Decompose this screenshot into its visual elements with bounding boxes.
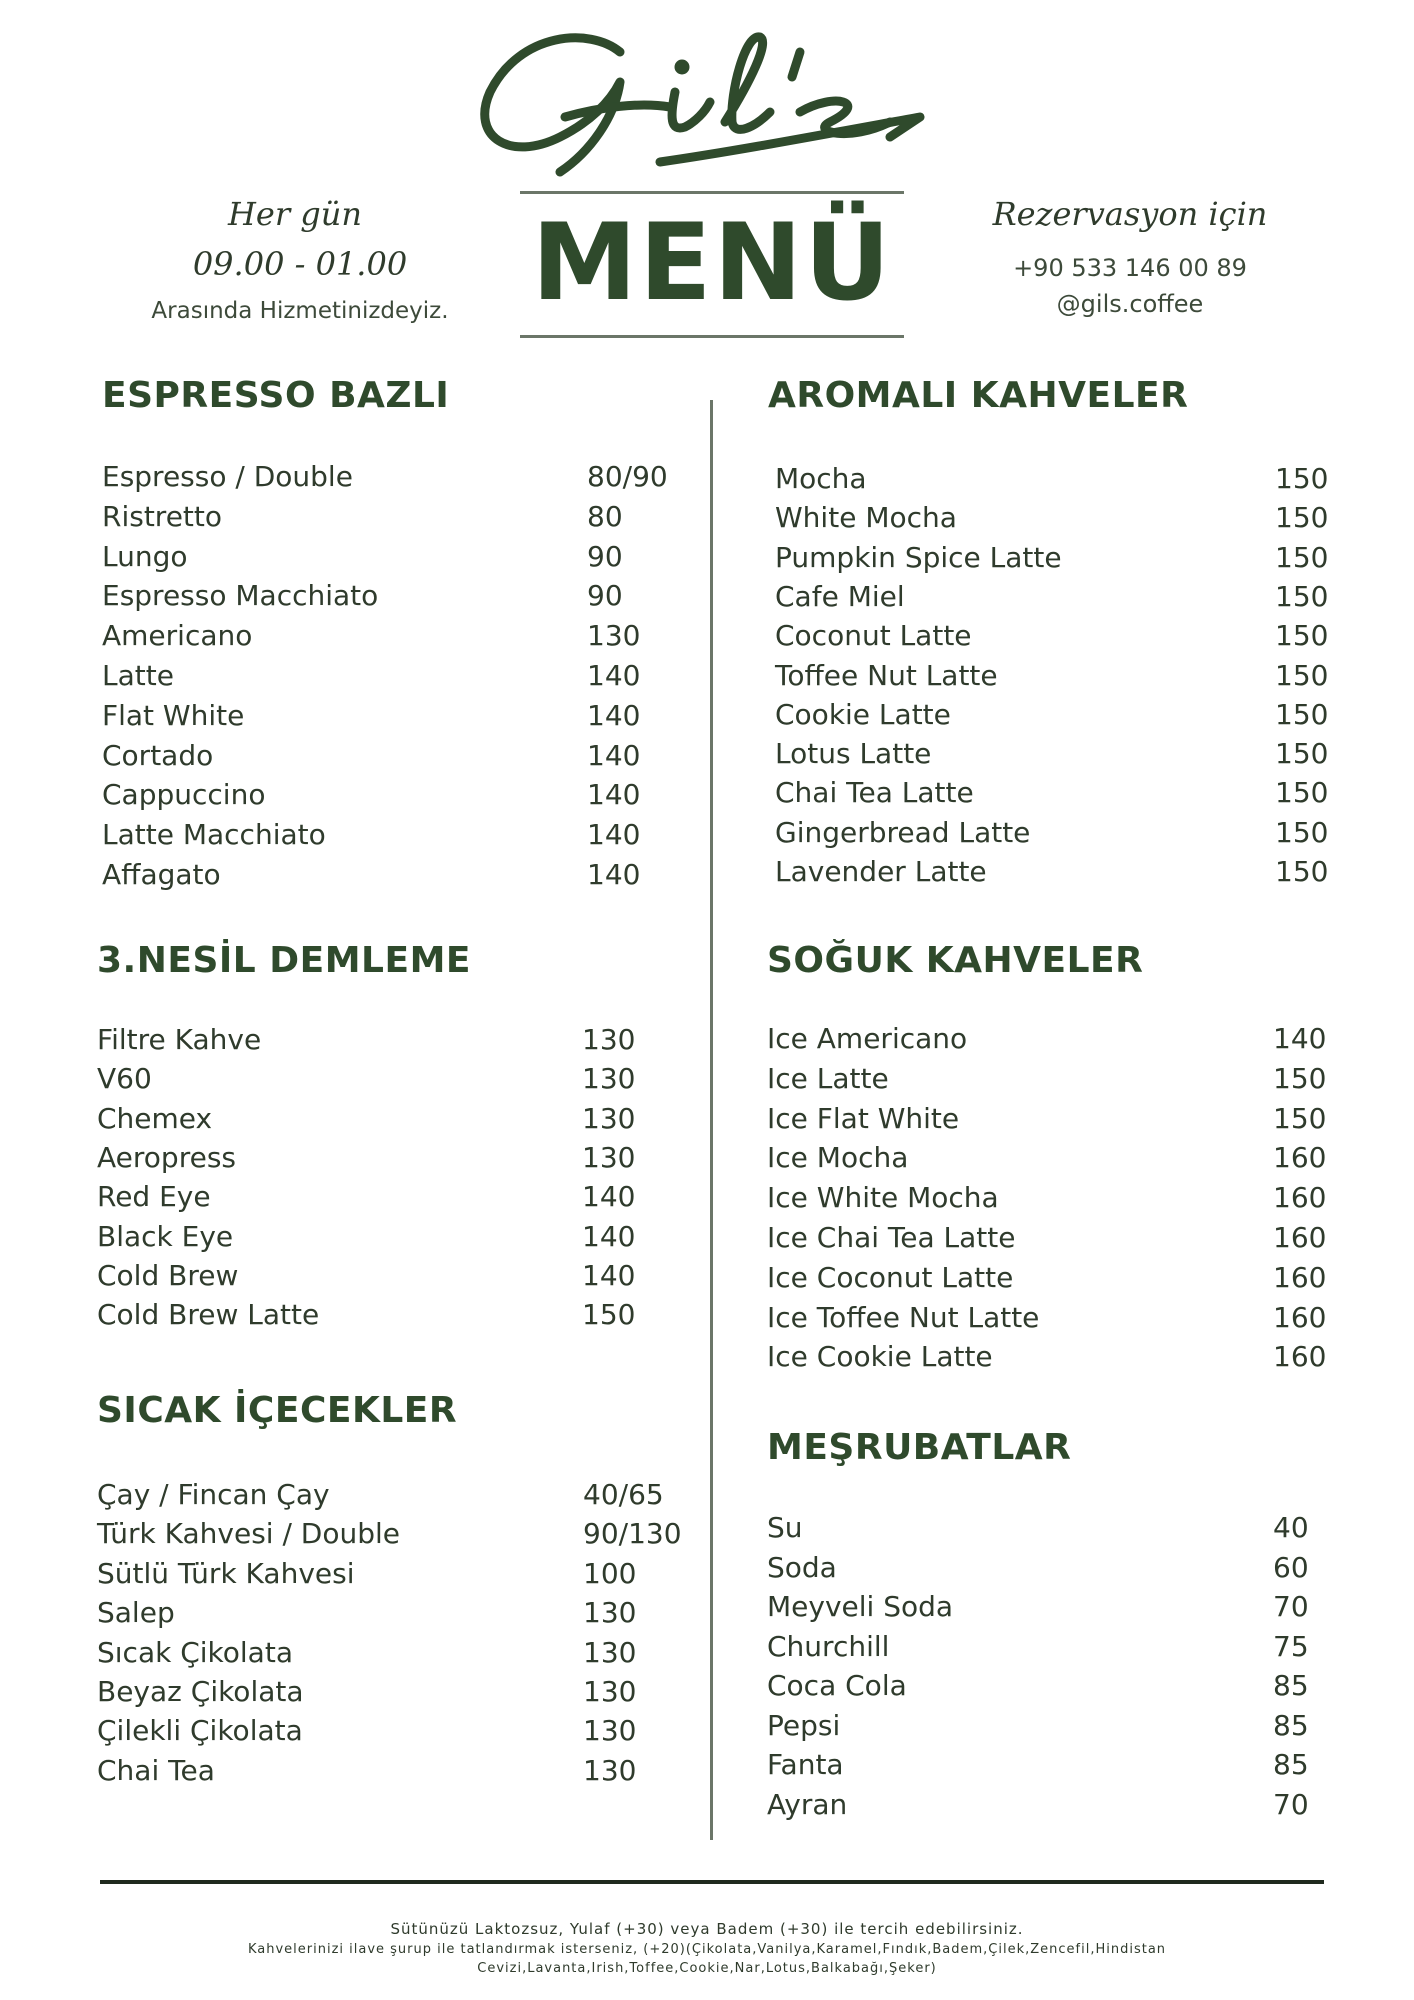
- item-price: 130: [583, 1596, 637, 1630]
- item-name: Chai Tea Latte: [775, 776, 974, 810]
- section-soft: [767, 1427, 1327, 1821]
- item-name: Aeropress: [97, 1140, 236, 1174]
- title-rule-top: [520, 191, 904, 194]
- menu-item: [97, 1023, 677, 1063]
- item-price: 85: [1273, 1708, 1309, 1742]
- item-name: Ice Coconut Latte: [767, 1260, 1014, 1294]
- item-name: Türk Kahvesi / Double: [97, 1517, 401, 1551]
- menu-title: MENÜ: [531, 201, 893, 324]
- menu-item: [775, 737, 1328, 777]
- item-name: Americano: [102, 619, 253, 653]
- menu-item: [775, 855, 1328, 895]
- reservation-instagram: @gils.coffee: [1056, 290, 1204, 318]
- item-price: 85: [1273, 1748, 1309, 1781]
- item-price: 90: [587, 579, 623, 613]
- section-brew: [97, 940, 677, 1332]
- item-price: 150: [1275, 540, 1329, 574]
- menu-item: [767, 1340, 1327, 1380]
- menu-item: [767, 1709, 1327, 1749]
- menu-item: [775, 776, 1328, 816]
- item-name: Salep: [97, 1596, 175, 1630]
- section-title: SICAK İÇECEKLER: [97, 1390, 458, 1431]
- item-price: 75: [1273, 1629, 1309, 1663]
- menu-item: [767, 1551, 1327, 1591]
- item-name: Red Eye: [97, 1180, 211, 1214]
- item-name: Lavender Latte: [775, 855, 987, 888]
- item-price: 140: [587, 698, 641, 732]
- item-name: Sıcak Çikolata: [97, 1635, 293, 1669]
- menu-item: [767, 1788, 1327, 1828]
- section-title: MEŞRUBATLAR: [767, 1427, 1072, 1468]
- item-name: Pumpkin Spice Latte: [775, 540, 1062, 574]
- menu-item: [102, 858, 682, 898]
- item-name: Cappuccino: [102, 778, 266, 812]
- section-aroma: [768, 375, 1329, 888]
- menu-item: [775, 541, 1328, 581]
- item-price: 100: [583, 1556, 637, 1590]
- item-price: 140: [587, 738, 641, 772]
- item-price: 130: [583, 1635, 637, 1669]
- item-price: 160: [1273, 1181, 1327, 1215]
- menu-item: [97, 1636, 697, 1676]
- menu-item: [97, 1714, 697, 1754]
- item-price: 90: [587, 539, 623, 573]
- item-price: 150: [1273, 1101, 1327, 1135]
- item-name: Toffee Nut Latte: [775, 658, 998, 692]
- item-price: 150: [1275, 501, 1329, 535]
- item-name: Churchill: [767, 1629, 890, 1663]
- menu-item: [97, 1259, 677, 1299]
- item-price: 150: [1275, 619, 1329, 653]
- menu-item: [97, 1478, 697, 1518]
- item-name: Lungo: [102, 539, 188, 573]
- item-name: Ice White Mocha: [767, 1181, 999, 1215]
- item-price: 130: [582, 1140, 636, 1174]
- item-name: Gingerbread Latte: [775, 815, 1031, 849]
- menu-item: [97, 1141, 677, 1181]
- item-price: 160: [1273, 1300, 1327, 1334]
- item-name: Filtre Kahve: [97, 1023, 262, 1056]
- item-name: Espresso Macchiato: [102, 579, 379, 613]
- item-name: Sütlü Türk Kahvesi: [97, 1556, 355, 1590]
- menu-item: [102, 778, 682, 818]
- item-price: 150: [1275, 579, 1329, 613]
- item-price: 150: [1275, 855, 1329, 888]
- menu-item: [102, 619, 682, 659]
- menu-item: [97, 1180, 677, 1220]
- menu-item: [767, 1022, 1327, 1062]
- item-price: 150: [1273, 1061, 1327, 1095]
- menu-item: [767, 1141, 1327, 1181]
- menu-item: [767, 1748, 1327, 1788]
- item-name: Coconut Latte: [775, 619, 972, 653]
- item-price: 130: [582, 1101, 636, 1135]
- menu-item: [97, 1220, 677, 1260]
- menu-item: [767, 1630, 1327, 1670]
- item-price: 130: [583, 1753, 637, 1787]
- item-name: Su: [767, 1511, 803, 1544]
- menu-item: [775, 698, 1328, 738]
- item-price: 160: [1273, 1221, 1327, 1254]
- menu-item: [767, 1669, 1327, 1709]
- menu-item: [775, 659, 1328, 699]
- item-name: Ice Chai Tea Latte: [767, 1221, 1016, 1254]
- item-name: Ice Cookie Latte: [767, 1340, 993, 1374]
- item-price: 130: [582, 1062, 636, 1096]
- column-divider: [710, 400, 713, 1840]
- item-name: Espresso / Double: [102, 460, 353, 493]
- item-name: Meyveli Soda: [767, 1590, 954, 1623]
- hours-range: 09.00 - 01.00: [192, 245, 408, 283]
- menu-item: [775, 816, 1328, 856]
- footer-syrup-note: Kahvelerinizi ilave şurup ile tatlandırmak isterseniz, (+20)(Çikolata,Vanilya,Karamel,Fındık,Badem,Çilek,Zencefil,Hindistan: [247, 1942, 1167, 1957]
- title-rule-bottom: [520, 335, 904, 338]
- item-price: 160: [1273, 1340, 1327, 1374]
- item-name: Ice Flat White: [767, 1101, 960, 1135]
- menu-item: [102, 818, 682, 858]
- item-name: Çilekli Çikolata: [97, 1714, 303, 1748]
- item-name: Chemex: [97, 1101, 213, 1135]
- item-price: 80: [587, 499, 623, 533]
- item-price: 150: [1275, 658, 1329, 692]
- menu-item: [775, 580, 1328, 620]
- item-price: 150: [1275, 462, 1329, 495]
- item-price: 160: [1273, 1141, 1327, 1175]
- menu-item: [97, 1298, 677, 1338]
- item-name: Beyaz Çikolata: [97, 1675, 304, 1708]
- footer-notes: [150, 1918, 1264, 1978]
- item-price: 140: [587, 659, 641, 692]
- item-price: 140: [1273, 1022, 1327, 1055]
- item-name: Cookie Latte: [775, 697, 951, 731]
- gils-logo: [470, 22, 950, 192]
- section-cold: [767, 940, 1327, 1374]
- menu-item: [102, 739, 682, 779]
- item-price: 140: [587, 858, 641, 891]
- hours-heading: Her gün: [227, 195, 362, 233]
- menu-item: [767, 1181, 1327, 1221]
- menu-item: [775, 501, 1328, 541]
- item-price: 90/130: [583, 1517, 682, 1551]
- menu-item: [97, 1557, 697, 1597]
- item-price: 70: [1273, 1787, 1309, 1821]
- item-name: Pepsi: [767, 1708, 841, 1742]
- item-name: Coca Cola: [767, 1669, 907, 1702]
- menu-item: [775, 619, 1328, 659]
- item-name: Ice Mocha: [767, 1141, 909, 1175]
- menu-item: [97, 1675, 697, 1715]
- menu-item: [102, 699, 682, 739]
- item-name: Cafe Miel: [775, 579, 905, 613]
- item-name: White Mocha: [775, 501, 957, 535]
- reservation-phone: +90 533 146 00 89: [1013, 254, 1247, 282]
- section-hot: [97, 1390, 697, 1787]
- item-name: Ayran: [767, 1787, 848, 1821]
- item-price: 130: [583, 1714, 637, 1748]
- menu-item: [97, 1754, 697, 1794]
- item-price: 140: [587, 818, 641, 852]
- section-espresso: [102, 375, 682, 891]
- item-name: Chai Tea: [97, 1753, 215, 1787]
- item-name: Mocha: [775, 462, 867, 495]
- item-name: Ristretto: [102, 499, 223, 533]
- item-name: Lotus Latte: [775, 737, 932, 771]
- menu-item: [102, 540, 682, 580]
- menu-item: [97, 1517, 697, 1557]
- item-name: Cortado: [102, 738, 214, 772]
- section-title: SOĞUK KAHVELER: [767, 940, 1144, 981]
- footer-milk-note: Sütünüzü Laktozsuz, Yulaf (+30) veya Badem (+30) ile tercih edebilirsiniz.: [390, 1920, 1024, 1938]
- item-price: 130: [583, 1675, 637, 1708]
- section-title: 3.NESİL DEMLEME: [97, 940, 471, 981]
- item-name: Soda: [767, 1550, 837, 1584]
- item-name: Latte Macchiato: [102, 818, 326, 852]
- item-price: 85: [1273, 1669, 1309, 1702]
- menu-item: [767, 1102, 1327, 1142]
- item-price: 70: [1273, 1590, 1309, 1623]
- item-price: 40/65: [583, 1478, 664, 1511]
- menu-item: [767, 1221, 1327, 1261]
- menu-item: [102, 460, 682, 500]
- menu-item: [102, 500, 682, 540]
- menu-item: [767, 1301, 1327, 1341]
- item-name: V60: [97, 1062, 152, 1096]
- menu-item: [767, 1590, 1327, 1630]
- item-price: 150: [1275, 815, 1329, 849]
- menu-item: [767, 1261, 1327, 1301]
- item-price: 160: [1273, 1260, 1327, 1294]
- menu-item: [97, 1596, 697, 1636]
- section-title: ESPRESSO BAZLI: [102, 375, 450, 416]
- item-name: Ice Toffee Nut Latte: [767, 1300, 1040, 1334]
- item-price: 60: [1273, 1550, 1309, 1584]
- footer-rule: [100, 1880, 1324, 1884]
- hours-note: Arasında Hizmetinizdeyiz.: [151, 298, 449, 324]
- menu-item: [102, 579, 682, 619]
- menu-item: [767, 1062, 1327, 1102]
- reservation-heading: Rezervasyon için: [992, 195, 1268, 233]
- item-name: Flat White: [102, 698, 245, 732]
- menu-item: [775, 462, 1328, 502]
- menu-item: [102, 659, 682, 699]
- section-title: AROMALI KAHVELER: [768, 375, 1189, 416]
- item-price: 150: [582, 1298, 636, 1332]
- menu-item: [97, 1102, 677, 1142]
- item-price: 140: [582, 1180, 636, 1214]
- item-name: Affagato: [102, 858, 221, 891]
- item-price: 130: [582, 1023, 636, 1056]
- item-price: 150: [1275, 776, 1329, 810]
- item-name: Fanta: [767, 1748, 844, 1781]
- menu-item: [97, 1062, 677, 1102]
- menu-item: [767, 1511, 1327, 1551]
- item-price: 150: [1275, 697, 1329, 731]
- item-price: 80/90: [587, 460, 668, 493]
- item-name: Ice Americano: [767, 1022, 968, 1055]
- item-name: Çay / Fincan Çay: [97, 1478, 330, 1511]
- item-price: 140: [587, 778, 641, 812]
- item-name: Cold Brew Latte: [97, 1298, 320, 1332]
- item-name: Cold Brew: [97, 1258, 239, 1292]
- item-price: 130: [587, 619, 641, 653]
- item-name: Ice Latte: [767, 1061, 889, 1095]
- item-price: 40: [1273, 1511, 1309, 1544]
- item-name: Latte: [102, 659, 174, 692]
- footer-syrup-list: Cevizi,Lavanta,Irish,Toffee,Cookie,Nar,Lotus,Balkabağı,Şeker): [477, 1961, 937, 1976]
- item-price: 140: [582, 1258, 636, 1292]
- item-price: 150: [1275, 737, 1329, 771]
- item-name: Black Eye: [97, 1219, 234, 1253]
- item-price: 140: [582, 1219, 636, 1253]
